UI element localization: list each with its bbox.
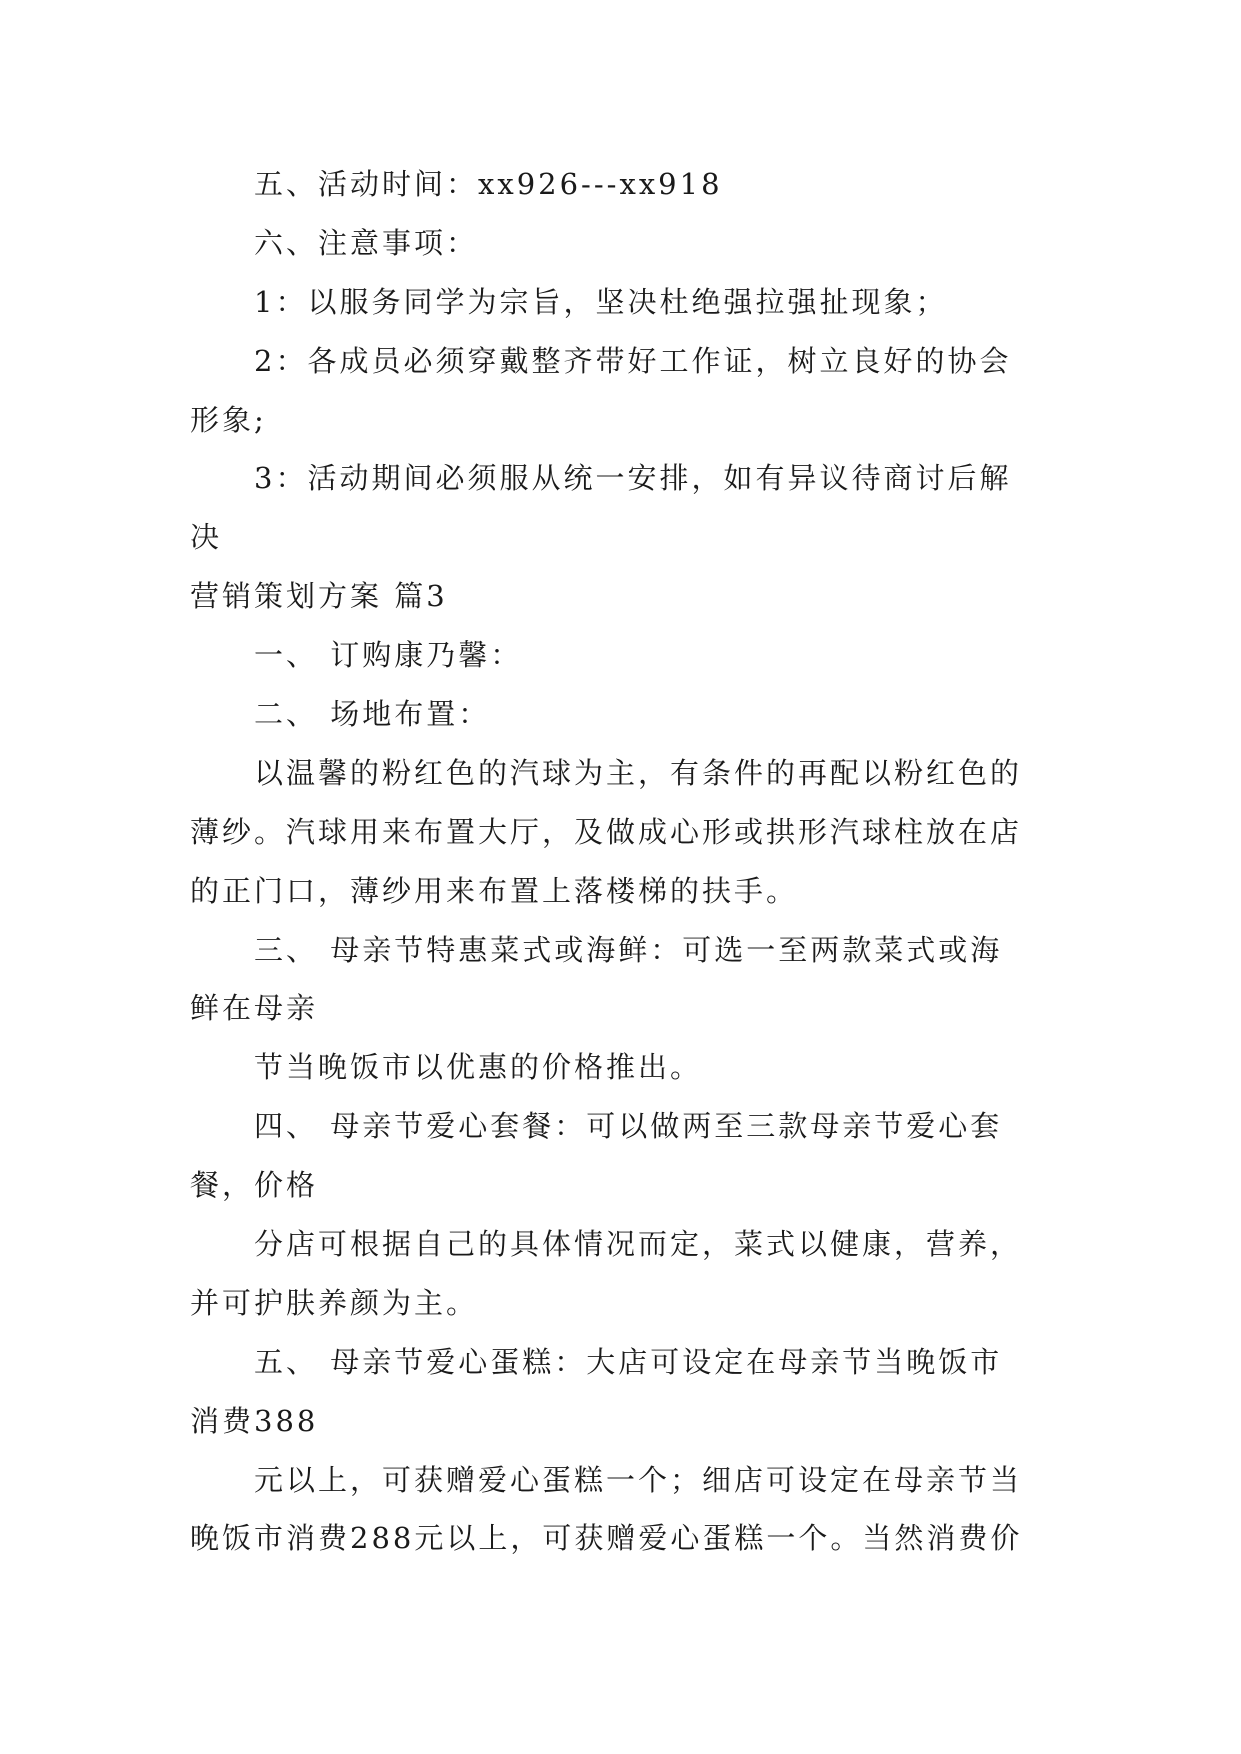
text-line: 以温馨的粉红色的汽球为主，有条件的再配以粉红色的 bbox=[254, 755, 1023, 790]
text-line: 2：各成员必须穿戴整齐带好工作证，树立良好的协会 bbox=[254, 343, 1012, 378]
text-line: 三、 母亲节特惠菜式或海鲜：可选一至两款菜式或海 bbox=[254, 932, 1003, 967]
document-body bbox=[190, 155, 1060, 1568]
text-line: 的正门口，薄纱用来布置上落楼梯的扶手。 bbox=[190, 873, 799, 908]
text-line: 餐，价格 bbox=[190, 1168, 319, 1203]
text-line: 五、活动时间：xx926---xx918 bbox=[254, 167, 723, 201]
text-line: 消费388 bbox=[190, 1403, 319, 1438]
text-line: 五、 母亲节爱心蛋糕：大店可设定在母亲节当晚饭市 bbox=[254, 1344, 1003, 1379]
text-line: 3：活动期间必须服从统一安排，如有异议待商讨后解 bbox=[254, 461, 1012, 496]
text-line: 薄纱。汽球用来布置大厅，及做成心形或拱形汽球柱放在店 bbox=[190, 814, 1023, 849]
text-line: 决 bbox=[190, 520, 223, 555]
text-line: 六、注意事项： bbox=[254, 225, 479, 260]
text-line: 晚饭市消费288元以上，可获赠爱心蛋糕一个。当然消费价 bbox=[190, 1521, 1023, 1556]
text-line: 鲜在母亲 bbox=[190, 991, 319, 1026]
text-line: 元以上，可获赠爱心蛋糕一个；细店可设定在母亲节当 bbox=[254, 1462, 1023, 1497]
text-line: 1：以服务同学为宗旨，坚决杜绝强拉强扯现象； bbox=[254, 284, 948, 319]
text-line: 分店可根据自己的具体情况而定，菜式以健康，营养， bbox=[254, 1227, 1023, 1262]
text-line: 营销策划方案 篇3 bbox=[190, 579, 448, 614]
text-line: 一、 订购康乃馨： bbox=[254, 638, 523, 673]
text-line: 节当晚饭市以优惠的价格推出。 bbox=[254, 1050, 703, 1085]
text-line: 四、 母亲节爱心套餐：可以做两至三款母亲节爱心套 bbox=[254, 1109, 1003, 1144]
text-line: 形象; bbox=[190, 402, 267, 437]
text-line: 二、 场地布置： bbox=[254, 697, 491, 732]
text-line: 并可护肤养颜为主。 bbox=[190, 1285, 479, 1320]
